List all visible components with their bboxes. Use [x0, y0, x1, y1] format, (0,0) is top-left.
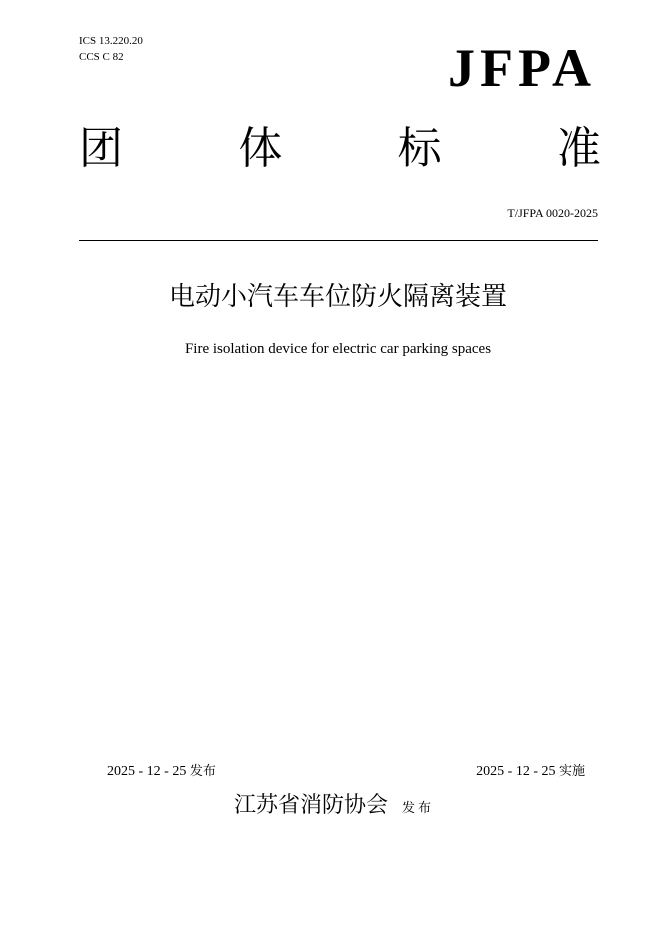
publisher-suffix: 发布 [402, 801, 435, 816]
implementation-date-label: 实施 [558, 764, 585, 779]
standard-type-char: 标 [397, 123, 442, 174]
document-title-english: Fire isolation device for electric car parking spaces [184, 341, 492, 357]
ccs-code: CCS C 82 [79, 51, 124, 63]
standard-type-char: 体 [238, 123, 283, 174]
issue-date-value: 2025 - 12 - 25 [107, 764, 187, 779]
jfpa-logo: JFPA [448, 38, 596, 98]
ics-code: ICS 13.220.20 [79, 35, 143, 47]
implementation-date-value: 2025 - 12 - 25 [476, 764, 556, 779]
standard-number: T/JFPA 0020-2025 [507, 206, 598, 220]
publisher-name: 江苏省消防协会 [234, 793, 389, 818]
issue-date-label: 发布 [189, 764, 216, 779]
standard-type-heading [79, 122, 601, 176]
divider-line [79, 240, 598, 241]
standard-type-char: 团 [79, 123, 123, 174]
publisher [234, 791, 434, 821]
implementation-date [476, 763, 585, 781]
issue-date [107, 763, 216, 781]
standard-type-char: 准 [556, 123, 601, 174]
document-title-chinese: 电动小汽车车位防火隔离装置 [168, 282, 507, 312]
